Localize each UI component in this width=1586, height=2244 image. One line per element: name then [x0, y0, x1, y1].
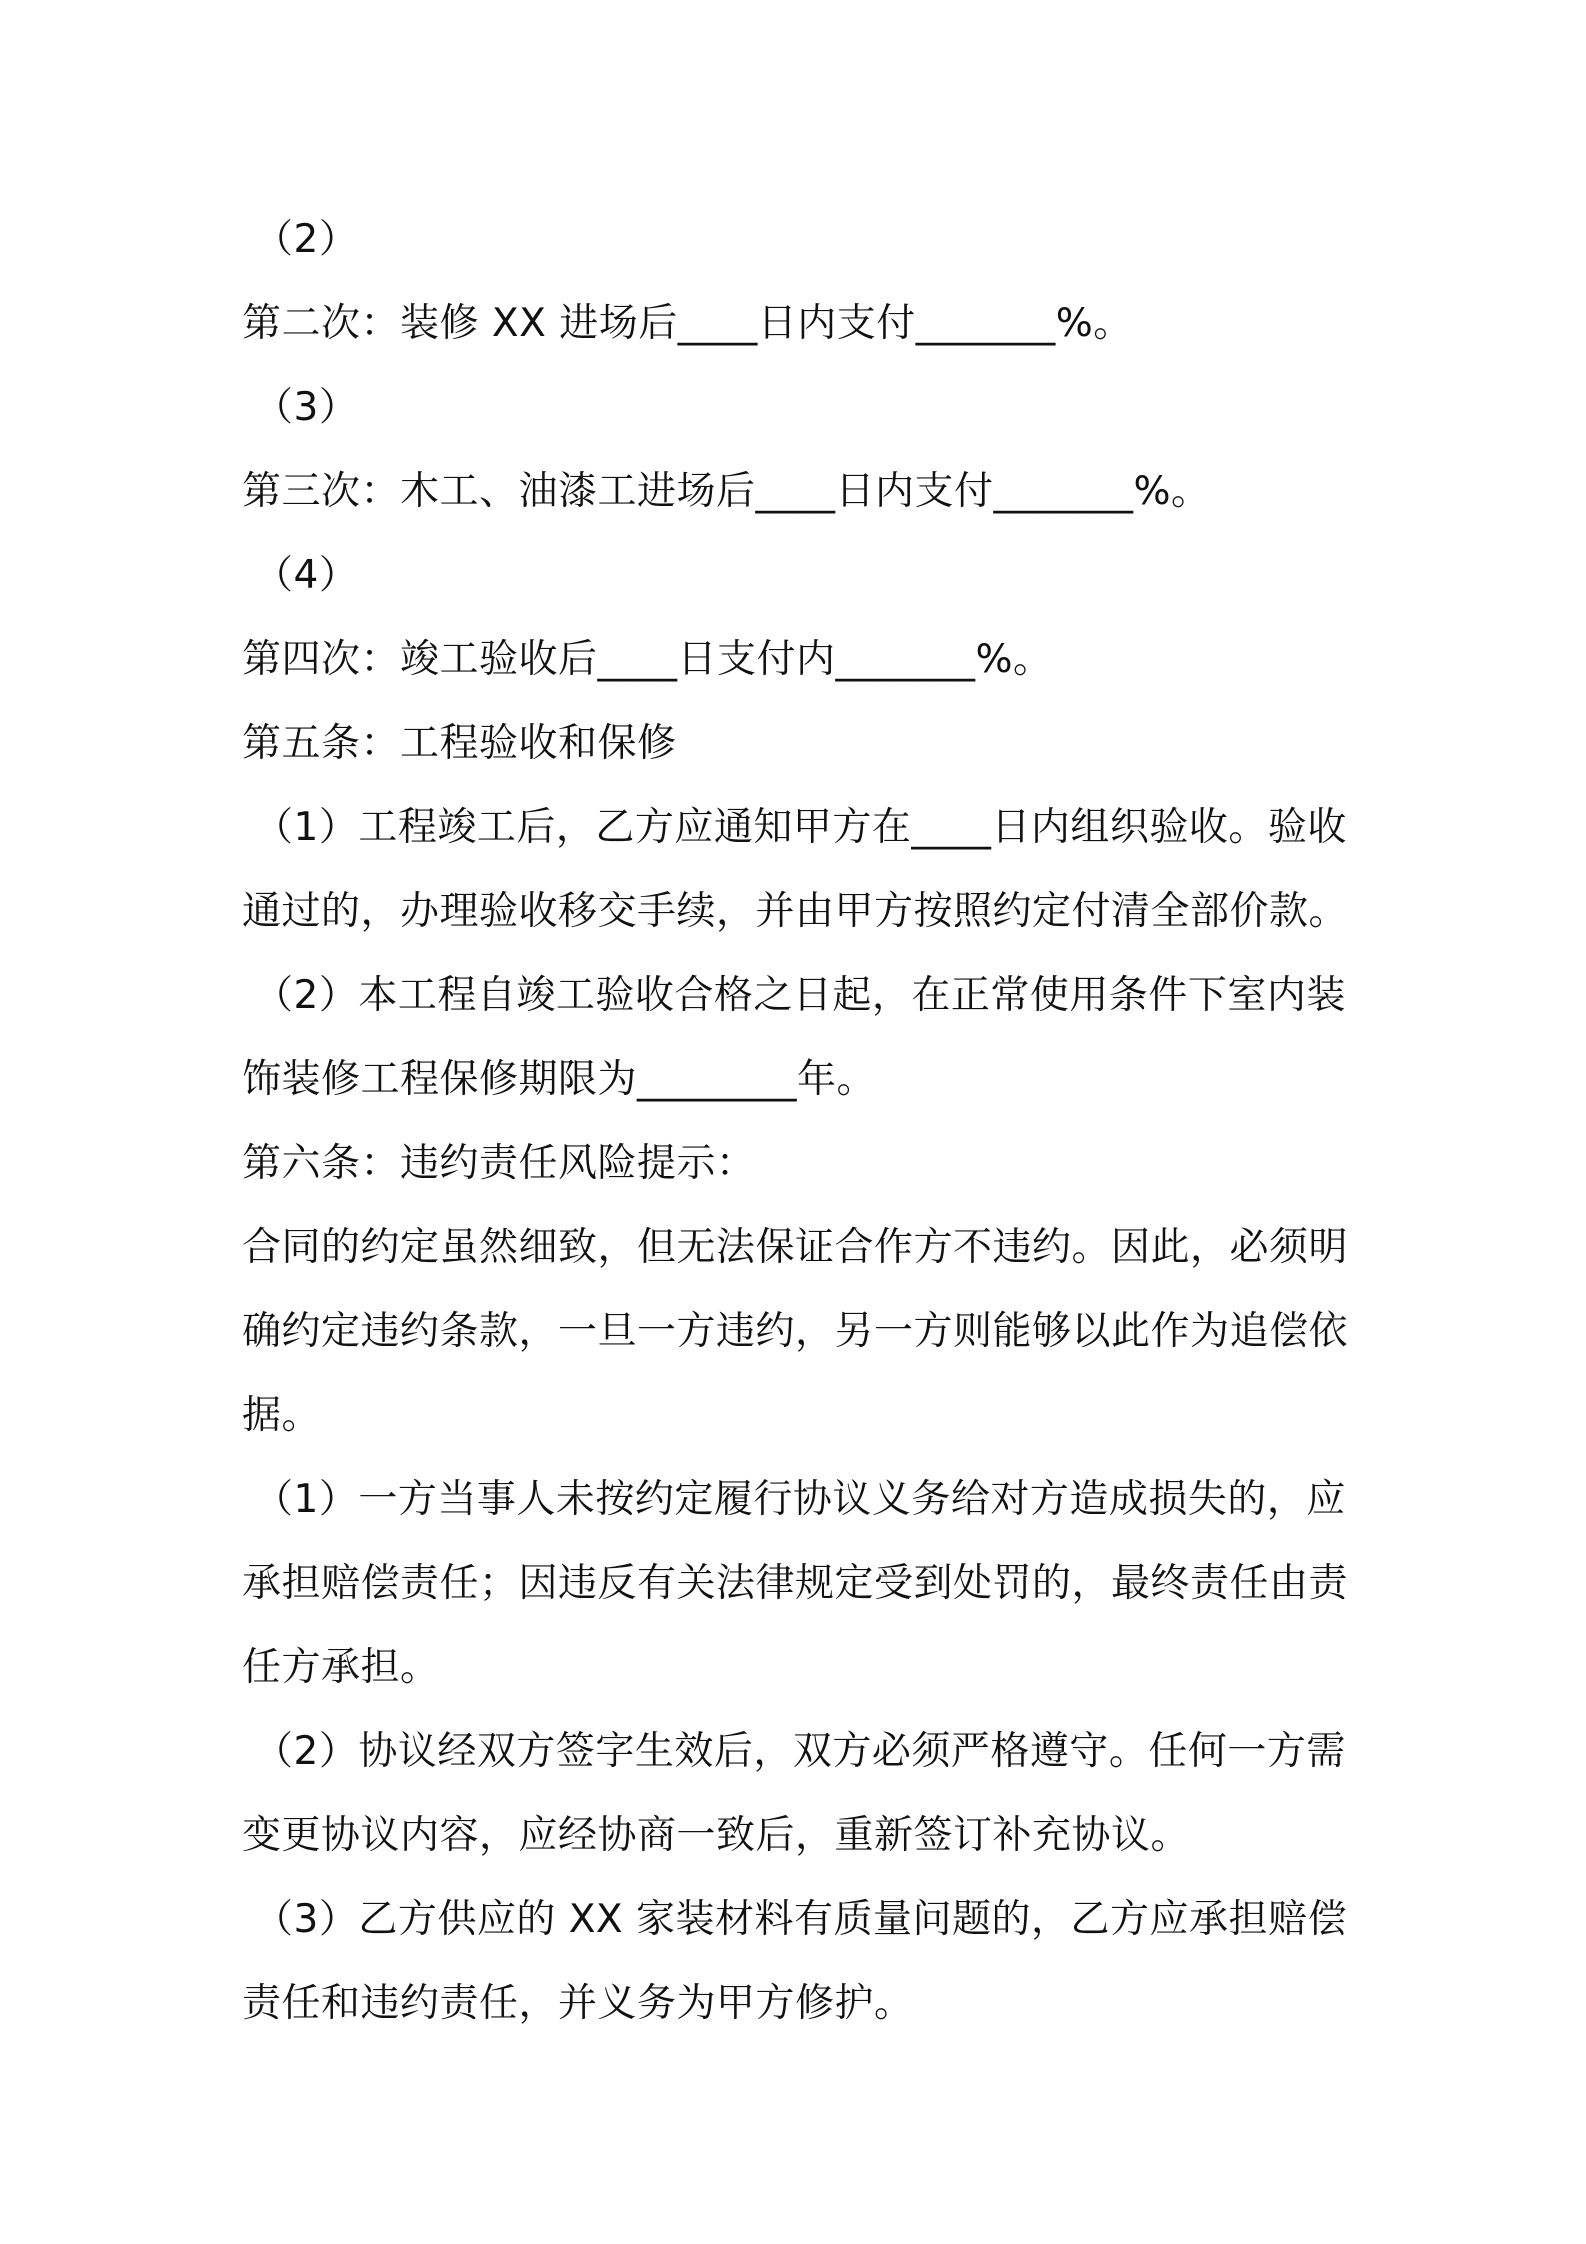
- article-six-intro-line-2: 确约定违约条款，一旦一方违约，另一方则能够以此作为追偿依: [242, 1309, 1349, 1354]
- article-six-intro-line-3: 据。: [242, 1393, 322, 1438]
- article-five-clause-1-line-2: 通过的，办理验收移交手续，并由甲方按照约定付清全部价款。: [242, 889, 1349, 934]
- article-five-heading: 第五条：工程验收和保修: [242, 721, 677, 766]
- article-six-clause-2-line-1: （2）协议经双方签字生效后，双方必须严格遵守。任何一方需: [254, 1729, 1346, 1774]
- article-six-heading: 第六条：违约责任风险提示：: [242, 1141, 756, 1186]
- item-number-4: （4）: [254, 553, 359, 598]
- article-six-clause-3-line-2: 责任和违约责任，并义务为甲方修护。: [242, 1981, 914, 2026]
- item-number-3: （3）: [254, 385, 359, 430]
- payment-third-installment: 第三次：木工、油漆工进场后____日内支付_______%。: [242, 469, 1211, 514]
- article-six-clause-1-line-2: 承担赔偿责任；因违反有关法律规定受到处罚的，最终责任由责: [242, 1561, 1349, 1606]
- article-five-clause-2-line-1: （2）本工程自竣工验收合格之日起，在正常使用条件下室内装: [254, 973, 1346, 1018]
- article-five-clause-1-line-1: （1）工程竣工后，乙方应通知甲方在____日内组织验收。验收: [254, 805, 1347, 850]
- article-six-clause-2-line-2: 变更协议内容，应经协商一致后，重新签订补充协议。: [242, 1813, 1191, 1858]
- payment-fourth-installment: 第四次：竣工验收后____日支付内_______%。: [242, 637, 1053, 682]
- article-five-clause-2-line-2: 饰装修工程保修期限为________年。: [242, 1057, 877, 1102]
- article-six-intro-line-1: 合同的约定虽然细致，但无法保证合作方不违约。因此，必须明: [242, 1225, 1349, 1270]
- article-six-clause-1-line-1: （1）一方当事人未按约定履行协议义务给对方造成损失的，应: [254, 1477, 1346, 1522]
- item-number-2: （2）: [254, 217, 359, 262]
- payment-second-installment: 第二次：装修 XX 进场后____日内支付_______%。: [242, 301, 1133, 346]
- article-six-clause-1-line-3: 任方承担。: [242, 1645, 440, 1690]
- article-six-clause-3-line-1: （3）乙方供应的 XX 家装材料有质量问题的，乙方应承担赔偿: [254, 1897, 1348, 1942]
- document-body: [242, 198, 1354, 2046]
